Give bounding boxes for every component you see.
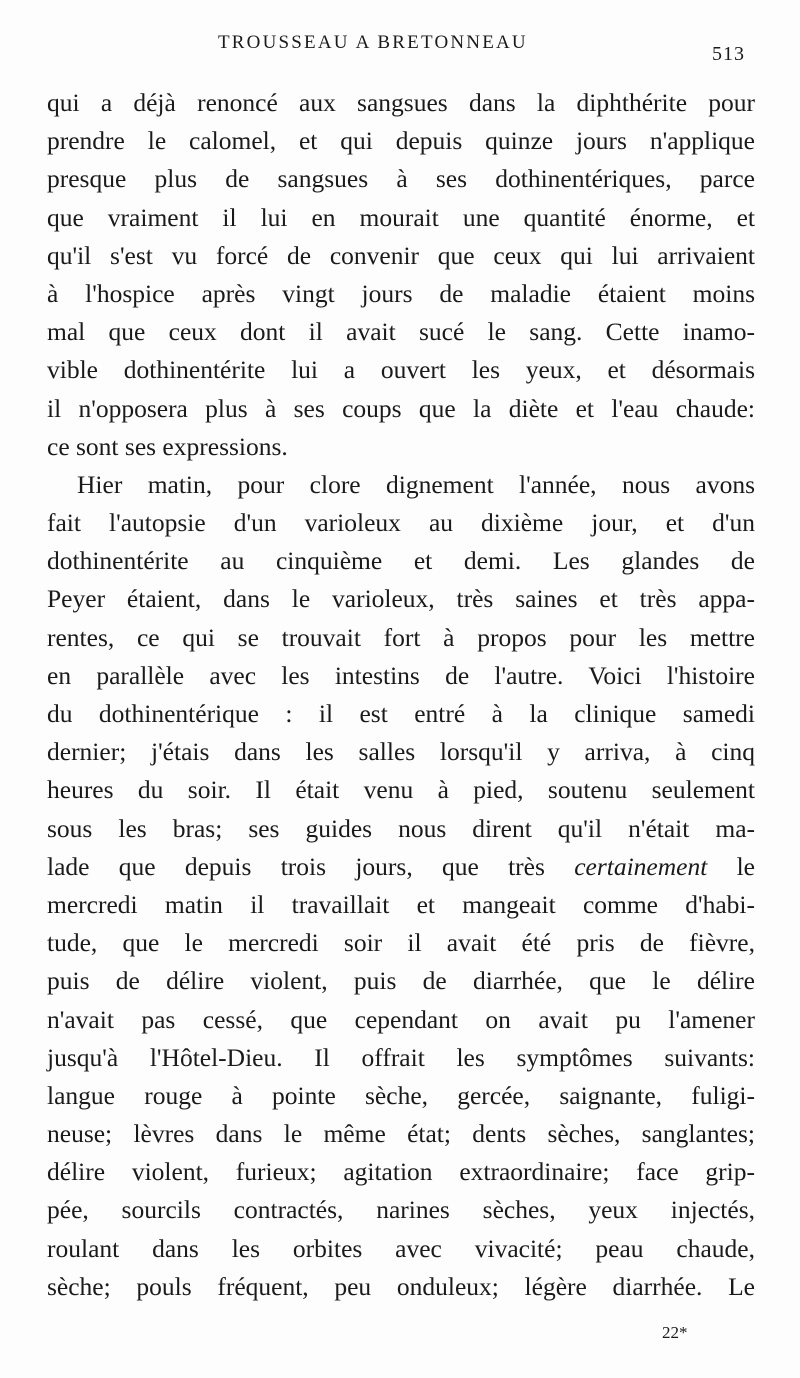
text-line: fait l'autopsie d'un varioleux au dixième jour, et d'un: [47, 508, 755, 538]
paragraph-start-line: Hier matin, pour clore dignement l'année, nous avons: [77, 469, 755, 499]
page-number: 513: [712, 43, 745, 65]
text-line: rentes, ce qui se trouvait fort à propos pour les mettre: [47, 622, 755, 652]
running-title: TROUSSEAU A BRETONNEAU: [218, 32, 528, 53]
text-line: qui a déjà renoncé aux sangsues dans la diphthérite pour: [47, 88, 755, 117]
text-line: vible dothinentérite lui a ouvert les yeux, et désormais: [47, 355, 755, 385]
text-line: puis de délire violent, puis de diarrhée, que le délire: [47, 966, 755, 996]
text-line: délire violent, furieux; agitation extraordinaire; face grip-: [47, 1157, 755, 1187]
text-line: sèche; pouls fréquent, peu onduleux; légère diarrhée. Le: [47, 1271, 755, 1301]
text-line: neuse; lèvres dans le même état; dents sèches, sanglantes;: [47, 1119, 755, 1149]
text-line-with-italic: [47, 848, 755, 886]
text-line: tude, que le mercredi soir il avait été pris de fièvre,: [47, 928, 755, 958]
signature-mark: 22*: [662, 1323, 688, 1342]
text-line: presque plus de sangsues à ses dothinentériques, parce: [47, 164, 755, 194]
text-line: pée, sourcils contractés, narines sèches, yeux injectés,: [47, 1195, 755, 1225]
text-line: sous les bras; ses guides nous dirent qu'il n'était ma-: [47, 813, 755, 843]
text-segment: le: [736, 851, 755, 881]
text-line: à l'hospice après vingt jours de maladie étaient moins: [47, 278, 755, 308]
text-line: ce sont ses expressions.: [47, 431, 288, 461]
body-text: [47, 84, 755, 1306]
text-line: langue rouge à pointe sèche, gercée, saignante, fuligi-: [47, 1080, 755, 1110]
text-line: n'avait pas cessé, que cependant on avait pu l'amener: [47, 1004, 755, 1034]
text-line: mal que ceux dont il avait sucé le sang. Cette inamo-: [47, 317, 755, 347]
italic-word: certainement: [574, 851, 708, 881]
page-header: [0, 32, 800, 65]
text-line: du dothinentérique : il est entré à la clinique samedi: [47, 699, 755, 728]
text-line: qu'il s'est vu forcé de convenir que ceux qui lui arrivaient: [47, 240, 755, 270]
text-line: roulant dans les orbites avec vivacité; peau chaude,: [47, 1233, 755, 1263]
text-line: prendre le calomel, et qui depuis quinze jours n'applique: [47, 126, 755, 156]
text-line: Peyer étaient, dans le varioleux, très saines et très appa-: [47, 584, 755, 614]
text-line: dernier; j'étais dans les salles lorsqu'il y arriva, à cinq: [47, 737, 755, 767]
text-line: en parallèle avec les intestins de l'autre. Voici l'histoire: [47, 660, 755, 690]
text-line: que vraiment il lui en mourait une quantité énorme, et: [47, 202, 755, 232]
text-line: il n'opposera plus à ses coups que la diète et l'eau chaude:: [47, 393, 755, 423]
text-line: dothinentérite au cinquième et demi. Les glandes de: [47, 546, 755, 576]
text-line: mercredi matin il travaillait et mangeait comme d'habi-: [47, 889, 755, 919]
text-segment: lade que depuis trois jours, que très: [47, 851, 545, 881]
text-line: heures du soir. Il était venu à pied, soutenu seulement: [47, 775, 755, 805]
text-line: jusqu'à l'Hôtel-Dieu. Il offrait les symptômes suivants:: [47, 1042, 755, 1072]
